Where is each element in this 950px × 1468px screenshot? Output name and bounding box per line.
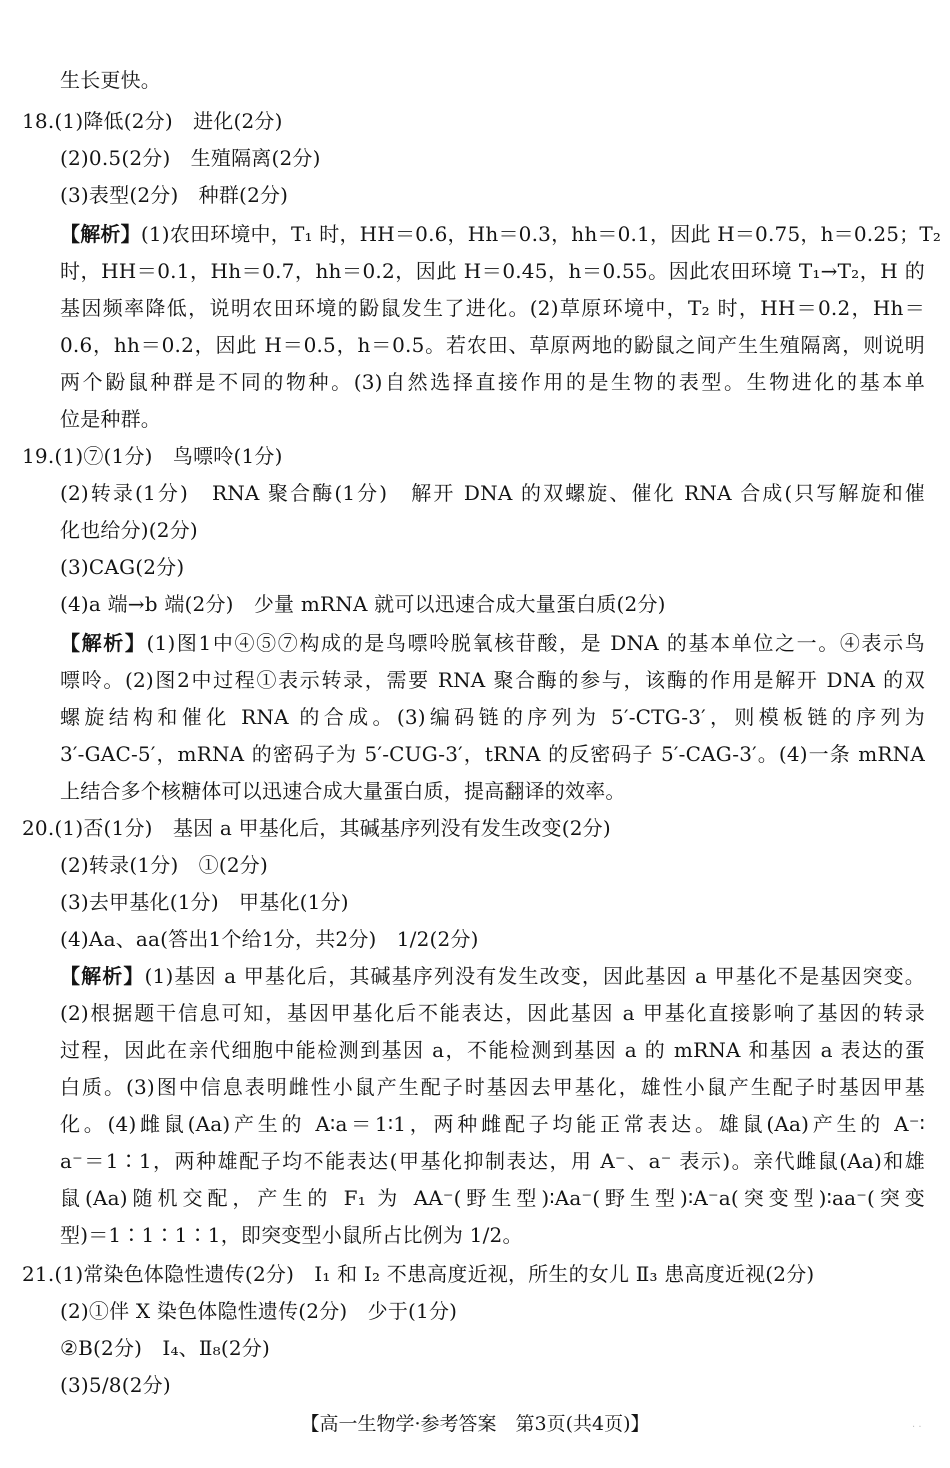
q18-part2: (2)0.5(2分) 生殖隔离(2分) — [60, 146, 321, 170]
q20-analysis-line: a⁻＝1∶1，两种雄配子均不能表达(甲基化抑制表达，用 A⁻、a⁻ 表示)。亲代雌鼠(Aa)和雄 — [60, 1149, 925, 1173]
q20-analysis-line: (2)根据题干信息可知，基因甲基化后不能表达，因此基因 a 甲基化直接影响了基因的转录 — [60, 1001, 925, 1025]
corner-mark: · · — [912, 1422, 922, 1433]
q20-analysis-text: (1)基因 a 甲基化后，其碱基序列没有发生改变，因此基因 a 甲基化不是基因突变。 — [144, 964, 925, 988]
q18-part3: (3)表型(2分) 种群(2分) — [60, 183, 289, 207]
q17-answer-tail: 生长更快。 — [60, 68, 161, 92]
q19-part1: 19.(1)⑦(1分) 鸟嘌呤(1分) — [22, 444, 283, 468]
q20-analysis-line — [60, 963, 925, 989]
q18-analysis-line: 两个鼢鼠种群是不同的物种。(3)自然选择直接作用的是生物的表型。生物进化的基本单 — [60, 370, 925, 394]
q19-analysis-text: (1)图1中④⑤⑦构成的是鸟嘌呤脱氧核苷酸，是 DNA 的基本单位之一。④表示鸟 — [146, 631, 925, 655]
q19-part2-cont: 化也给分)(2分) — [60, 518, 198, 542]
q19-part4: (4)a 端→b 端(2分) 少量 mRNA 就可以迅速合成大量蛋白质(2分) — [60, 592, 666, 616]
q20-part1: 20.(1)否(1分) 基因 a 甲基化后，其碱基序列没有发生改变(2分) — [22, 816, 611, 840]
analysis-label: 【解析】 — [60, 964, 145, 988]
q20-analysis-line: 化。(4)雌鼠(Aa)产生的 A∶a＝1∶1，两种雌配子均能正常表达。雄鼠(Aa)产生的 A⁻∶ — [60, 1112, 925, 1136]
q19-analysis-line — [60, 630, 925, 656]
q19-analysis-line: 螺旋结构和催化 RNA 的合成。(3)编码链的序列为 5′-CTG-3′，则模板链的序列为 — [60, 705, 925, 729]
q20-part3: (3)去甲基化(1分) 甲基化(1分) — [60, 890, 349, 914]
q20-analysis-line: 过程，因此在亲代细胞中能检测到基因 a，不能检测到基因 a 的 mRNA 和基因 a 表达的蛋 — [60, 1038, 925, 1062]
q20-analysis-line: 型)＝1∶1∶1∶1，即突变型小鼠所占比例为 1/2。 — [60, 1223, 523, 1247]
q20-analysis-line: 鼠(Aa)随机交配，产生的 F₁ 为 AA⁻(野生型)∶Aa⁻(野生型)∶A⁻a(突变型)∶aa⁻(突变 — [60, 1186, 925, 1210]
q18-analysis-line — [60, 221, 942, 247]
q18-analysis-line: 时，HH＝0.1，Hh＝0.7，hh＝0.2，因此 H＝0.45，h＝0.55。因此农田环境 T₁→T₂，H 的 — [60, 259, 925, 283]
q19-analysis-line: 3′-GAC-5′，mRNA 的密码子为 5′-CUG-3′，tRNA 的反密码子 5′-CAG-3′。(4)一条 mRNA — [60, 742, 925, 766]
q21-part2: (2)①伴 X 染色体隐性遗传(2分) 少于(1分) — [60, 1299, 458, 1323]
q18-analysis-text: (1)农田环境中，T₁ 时，HH＝0.6，Hh＝0.3，hh＝0.1，因此 H＝0.75，h＝0.25；T₂ — [140, 222, 942, 246]
q18-analysis-line: 位是种群。 — [60, 407, 161, 431]
analysis-label: 【解析】 — [60, 222, 141, 246]
q20-analysis-line: 白质。(3)图中信息表明雌性小鼠产生配子时基因去甲基化，雄性小鼠产生配子时基因甲基 — [60, 1075, 925, 1099]
q21-part1: 21.(1)常染色体隐性遗传(2分) Ⅰ₁ 和 Ⅰ₂ 不患高度近视，所生的女儿 Ⅱ₃ 患高度近视(2分) — [22, 1262, 815, 1286]
q19-analysis-line: 嘌呤。(2)图2中过程①表示转录，需要 RNA 聚合酶的参与，该酶的作用是解开 DNA 的双 — [60, 668, 925, 692]
page-footer: 【高一生物学·参考答案 第3页(共4页)】 — [300, 1413, 650, 1435]
q20-part4: (4)Aa、aa(答出1个给1分，共2分) 1/2(2分) — [60, 927, 479, 951]
q21-part2-sub: ②B(2分) Ⅰ₄、Ⅱ₈(2分) — [60, 1336, 271, 1360]
analysis-label: 【解析】 — [60, 631, 147, 655]
q18-analysis-line: 基因频率降低，说明农田环境的鼢鼠发生了进化。(2)草原环境中，T₂ 时，HH＝0.2，Hh＝ — [60, 296, 925, 320]
q18-analysis-line: 0.6，hh＝0.2，因此 H＝0.5，h＝0.5。若农田、草原两地的鼢鼠之间产生生殖隔离，则说明 — [60, 333, 925, 357]
q19-analysis-line: 上结合多个核糖体可以迅速合成大量蛋白质，提高翻译的效率。 — [60, 779, 626, 803]
q20-part2: (2)转录(1分) ①(2分) — [60, 853, 268, 877]
q19-part2: (2)转录(1分) RNA 聚合酶(1分) 解开 DNA 的双螺旋、催化 RNA 合成(只写解旋和催 — [60, 481, 925, 505]
q19-part3: (3)CAG(2分) — [60, 555, 185, 579]
q18-part1: 18.(1)降低(2分) 进化(2分) — [22, 109, 283, 133]
q21-part3: (3)5/8(2分) — [60, 1373, 171, 1397]
